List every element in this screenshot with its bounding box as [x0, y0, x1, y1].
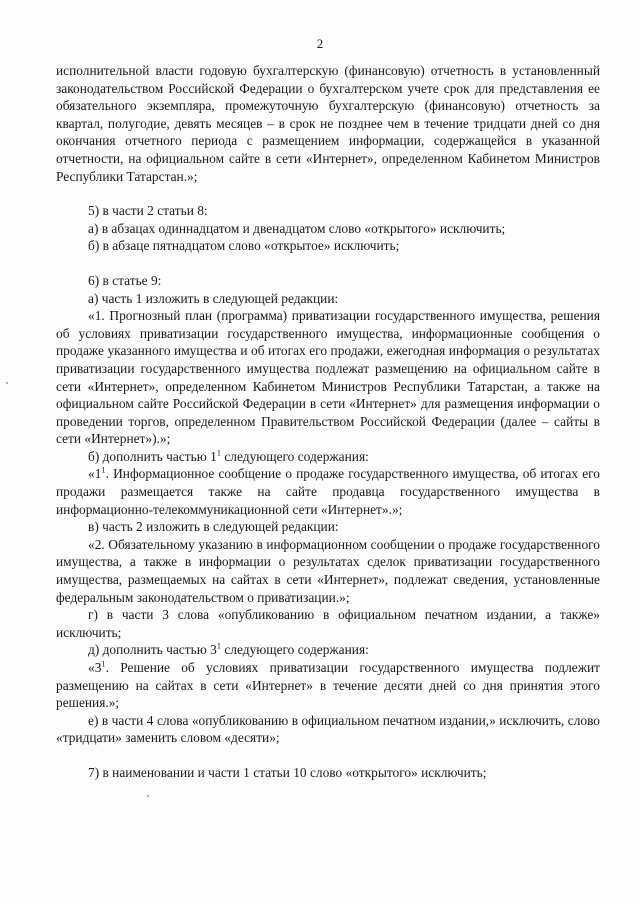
- paragraph-text: в) часть 2 изложить в следующей редакции:: [88, 519, 339, 535]
- paragraph-text: д) дополнить частью 3: [88, 642, 217, 658]
- superscript: 1: [101, 658, 106, 669]
- paragraph-p05: [56, 272, 600, 290]
- paragraph-p11: [56, 536, 600, 606]
- paragraph-text: г) в части 3 слова «опубликованию в официальном печатном издании, а также» исключить;: [56, 607, 600, 640]
- paragraph-text: 7) в наименовании и части 1 статьи 10 слово «открытого» исключить;: [88, 764, 487, 780]
- paragraph-text: 6) в статье 9:: [88, 272, 162, 288]
- scan-speck: [6, 382, 8, 384]
- paragraph-text: б) дополнить частью 1: [88, 448, 217, 464]
- superscript: 1: [216, 447, 222, 458]
- paragraph-p07: [56, 307, 600, 448]
- paragraph-text: «3: [88, 660, 102, 675]
- scan-speck: [147, 795, 149, 797]
- paragraph-p12: [56, 606, 600, 641]
- paragraph-p16: [56, 764, 600, 782]
- paragraph-p10: [56, 518, 600, 536]
- paragraph-text: «2. Обязательному указанию в информационном сообщении о продаже государственного имущества, а также в информации о результатах сделок приватизации государственного имущества, размещаемых на сайтах в сети «Интернет», подлежат сведения, установленные федеральным законодательством о приватизации.»;: [56, 536, 600, 605]
- paragraph-text: следующего содержания:: [221, 448, 369, 464]
- paragraph-p06: [56, 290, 600, 308]
- page-number: 2: [316, 36, 324, 51]
- paragraph-text: следующего содержания:: [221, 642, 369, 658]
- paragraph-text: е) в части 4 слова «опубликованию в официальном печатном издании,» исключить, слово «тридцати» заменить словом «десяти»;: [56, 712, 600, 746]
- paragraph-p03: [56, 220, 600, 238]
- paragraph-p01: [56, 62, 600, 185]
- superscript: 1: [101, 465, 106, 475]
- document-body: [56, 62, 600, 782]
- paragraph-p15: [56, 712, 600, 747]
- paragraph-p14: [56, 659, 600, 712]
- paragraph-text: б) в абзаце пятнадцатом слово «открытое» исключить;: [88, 238, 400, 254]
- paragraph-p04: [56, 237, 600, 255]
- superscript: 1: [216, 640, 222, 651]
- paragraph-text: . Информационное сообщение о продаже государственного имущества, об итогах его продажи размещается также на сайте продавца государственного имущества в информационно-телекоммуникационной сети «Интернет».»;: [56, 466, 600, 517]
- paragraph-p08: [56, 448, 600, 466]
- paragraph-text: «1. Прогнозный план (программа) приватизации государственного имущества, решения об условиях приватизации государственного имущества, информационные сообщения о продаже указанного имущества и об итогах его продажи, ежегодная информация о результатах приватизации государственного имущества подлежат размещению на официальном сайте в сети «Интернет», определенном Кабинетом Министров Республики Татарстан, а также на официальном сайте Российской Федерации в сети «Интернет» для размещения информации о проведении торгов, определенном Правительством Российской Федерации (далее – сайты в сети «Интернет»).»;: [56, 308, 600, 447]
- paragraph-text: «1: [88, 466, 102, 482]
- paragraph-p02: [56, 202, 600, 220]
- paragraph-text: . Решение об условиях приватизации государственного имущества подлежит размещению на сайтах в сети «Интернет» в течение десяти дней со дня принятия этого решения.»;: [56, 660, 600, 711]
- paragraph-p13: [56, 641, 600, 659]
- paragraph-p09: [56, 465, 600, 518]
- paragraph-text: 5) в части 2 статьи 8:: [88, 203, 208, 219]
- paragraph-text: а) часть 1 изложить в следующей редакции:: [88, 290, 339, 306]
- paragraph-text: исполнительной власти годовую бухгалтерскую (финансовую) отчетность в установленный законодательством Российской Федерации о бухгалтерском учете срок для представления ее обязательного экземпляра, промежуточную бухгалтерскую (финансовую) отчетность за квартал, полугодие, девять месяцев – в срок не позднее чем в течение тридцати дней со дня окончания отчетного периода с размещением информации, содержащейся в указанной отчетности, на официальном сайте в сети «Интернет», определенном Кабинетом Министров Республики Татарстан.»;: [56, 63, 600, 184]
- paragraph-text: а) в абзацах одиннадцатом и двенадцатом слово «открытого» исключить;: [88, 220, 506, 236]
